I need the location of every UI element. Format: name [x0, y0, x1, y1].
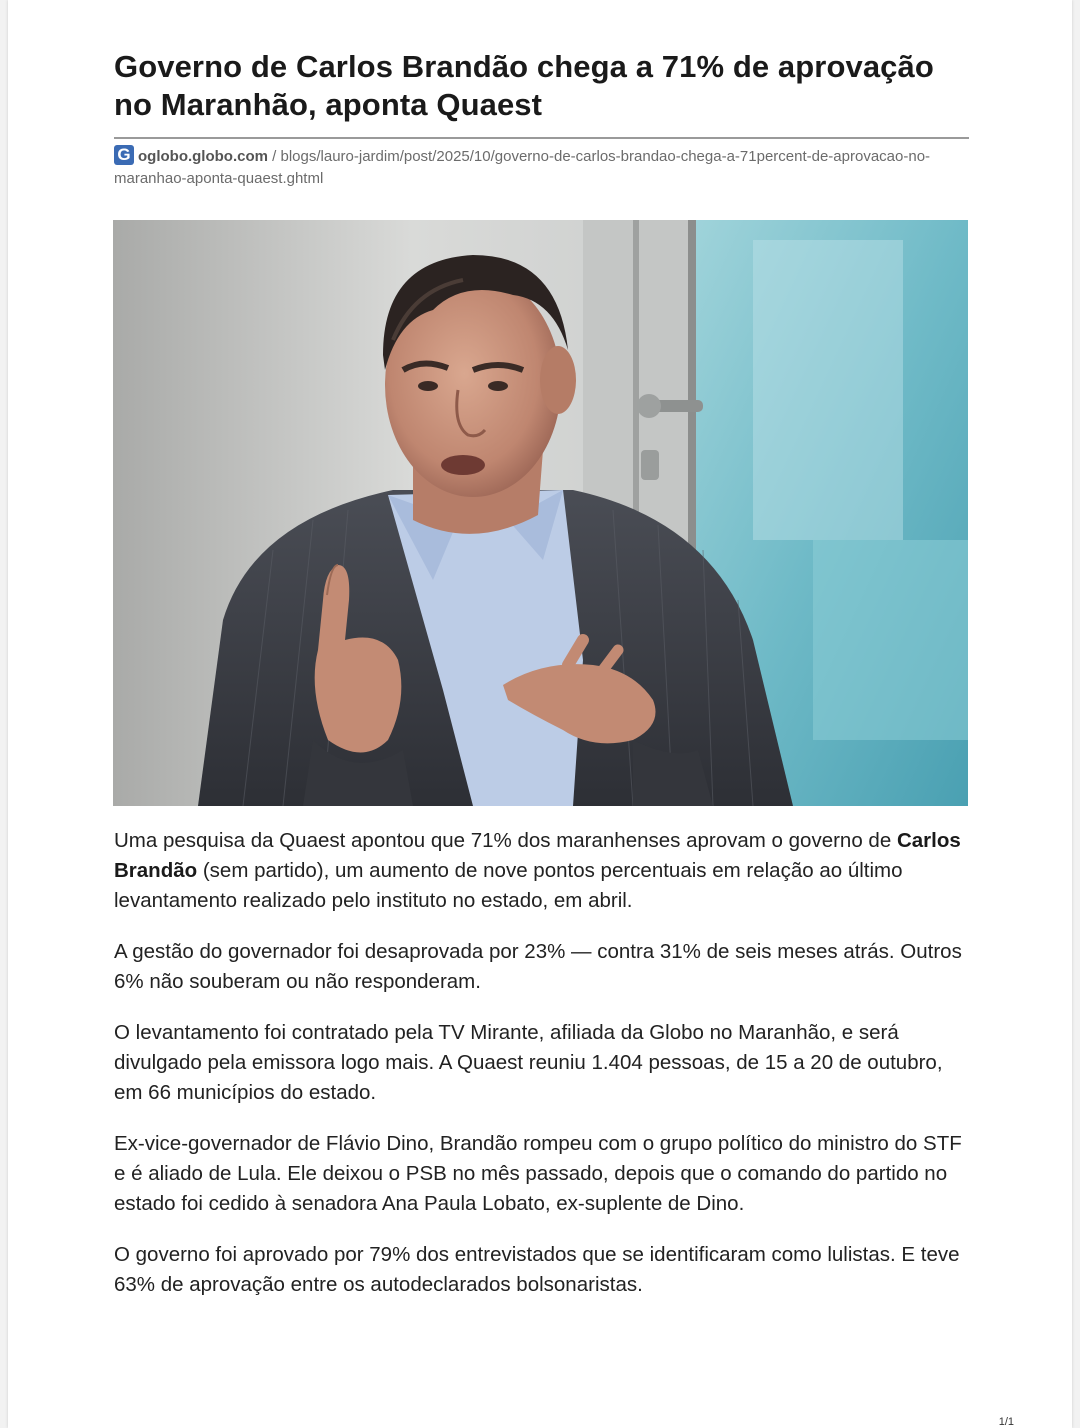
source-domain: oglobo.globo.com	[138, 148, 268, 165]
article-headline: Governo de Carlos Brandão chega a 71% de aprovação no Maranhão, aponta Quaest	[114, 49, 934, 122]
source-path: / blogs/lauro-jardim/post/2025/10/governo-de-carlos-brandao-chega-a-71percent-de-aprovacao-no-maranhao-aponta-quaest.ghtml	[114, 148, 931, 187]
article-body	[114, 826, 972, 1321]
page-number: 1/1	[998, 1416, 1014, 1428]
globo-logo-icon: G	[114, 145, 134, 165]
source-url[interactable]	[114, 145, 974, 190]
paragraph-1: Uma pesquisa da Quaest apontou que 71% dos maranhenses aprovam o governo de Carlos Brandão (sem partido), um aumento de nove pontos percentuais em relação ao último levantamento realizado pelo instituto no estado, em abril.	[114, 829, 961, 912]
document-page	[8, 0, 1072, 1428]
portrait-photo-icon	[113, 220, 968, 806]
paragraph-2: A gestão do governador foi desaprovada por 23% — contra 31% de seis meses atrás. Outros 6% não souberam ou não responderam.	[114, 940, 962, 993]
headline-divider	[114, 137, 969, 139]
paragraph-3: O levantamento foi contratado pela TV Mirante, afiliada da Globo no Maranhão, e será divulgado pela emissora logo mais. A Quaest reuniu 1.404 pessoas, de 15 a 20 de outubro, em 66 municípios do estado.	[114, 1021, 943, 1104]
paragraph-5: O governo foi aprovado por 79% dos entrevistados que se identificaram como lulistas. E teve 63% de aprovação entre os autodeclarados bolsonaristas.	[114, 1243, 960, 1296]
article-photo	[113, 220, 968, 806]
paragraph-4: Ex-vice-governador de Flávio Dino, Brandão rompeu com o grupo político do ministro do STF e é aliado de Lula. Ele deixou o PSB no mês passado, depois que o comando do partido no estado foi cedido à senadora Ana Paula Lobato, ex-suplente de Dino.	[114, 1132, 962, 1215]
bold-name: Carlos Brandão	[114, 829, 961, 882]
